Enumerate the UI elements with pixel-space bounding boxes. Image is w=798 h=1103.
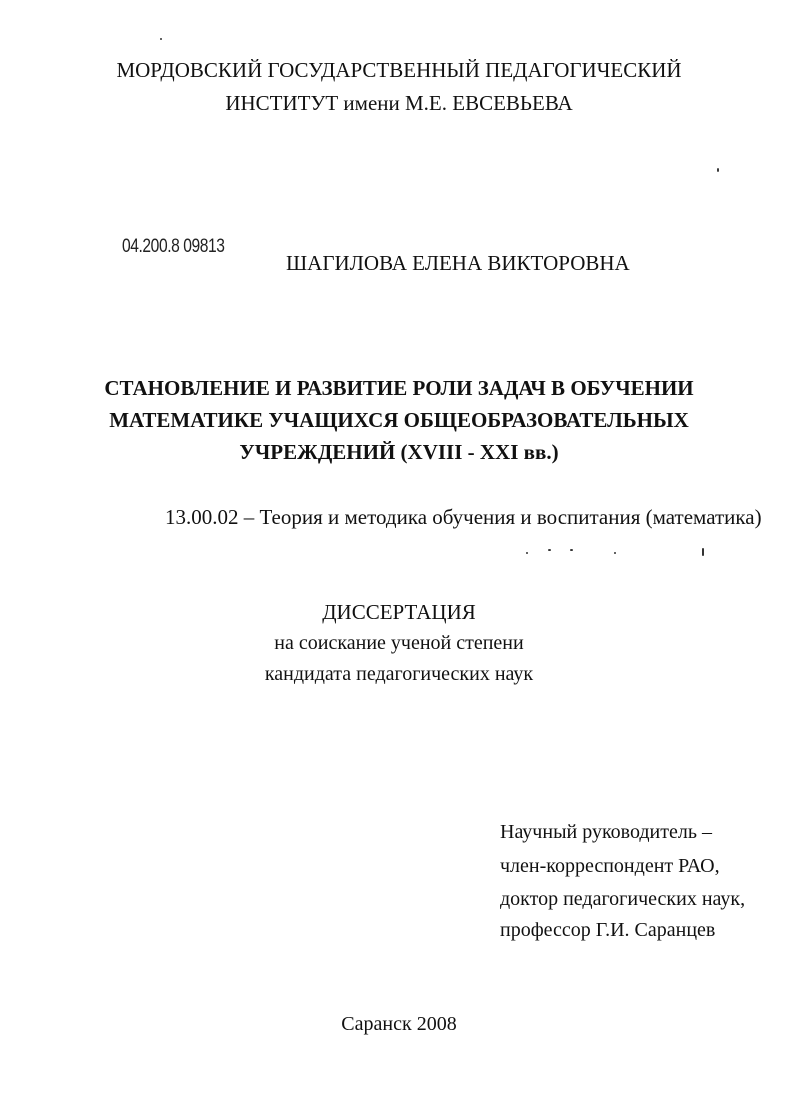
title-line-1: СТАНОВЛЕНИЕ И РАЗВИТИЕ РОЛИ ЗАДАЧ В ОБУЧЕНИИ [104,376,694,400]
supervisor-line-2: член-корреспондент РАО, [500,855,720,877]
scan-speck [570,549,573,551]
work-type-line-1: на соискание ученой степени [274,632,524,654]
work-type-line-2: кандидата педагогических наук [264,663,534,685]
supervisor-line-1: Научный руководитель – [500,821,712,843]
specialty-code: 13.00.02 – Теория и методика обучения и воспитания (математика) [165,505,762,529]
supervisor-line-4: профессор Г.И. Саранцев [500,919,716,941]
institution-line-1: МОРДОВСКИЙ ГОСУДАРСТВЕННЫЙ ПЕДАГОГИЧЕСКИЙ [116,58,682,82]
work-type-heading: ДИССЕРТАЦИЯ [322,600,476,624]
supervisor-line-3: доктор педагогических наук, [500,888,746,910]
title-line-2: МАТЕМАТИКЕ УЧАЩИХСЯ ОБЩЕОБРАЗОВАТЕЛЬНЫХ [109,408,689,432]
city-year: Саранск 2008 [341,1013,457,1035]
institution-line-2: ИНСТИТУТ имени М.Е. ЕВСЕВЬЕВА [225,91,573,115]
scan-speck [160,38,162,40]
scan-speck [526,552,528,554]
author-name: ШАГИЛОВА ЕЛЕНА ВИКТОРОВНА [286,251,630,275]
scan-speck [614,552,616,554]
scan-speck [548,549,551,551]
title-line-3: УЧРЕЖДЕНИЙ (XVIII - XXI вв.) [239,440,559,464]
library-stamp-number: 04.200.8 09813 [122,236,225,257]
scan-speck [717,168,719,172]
scan-speck [702,548,704,556]
